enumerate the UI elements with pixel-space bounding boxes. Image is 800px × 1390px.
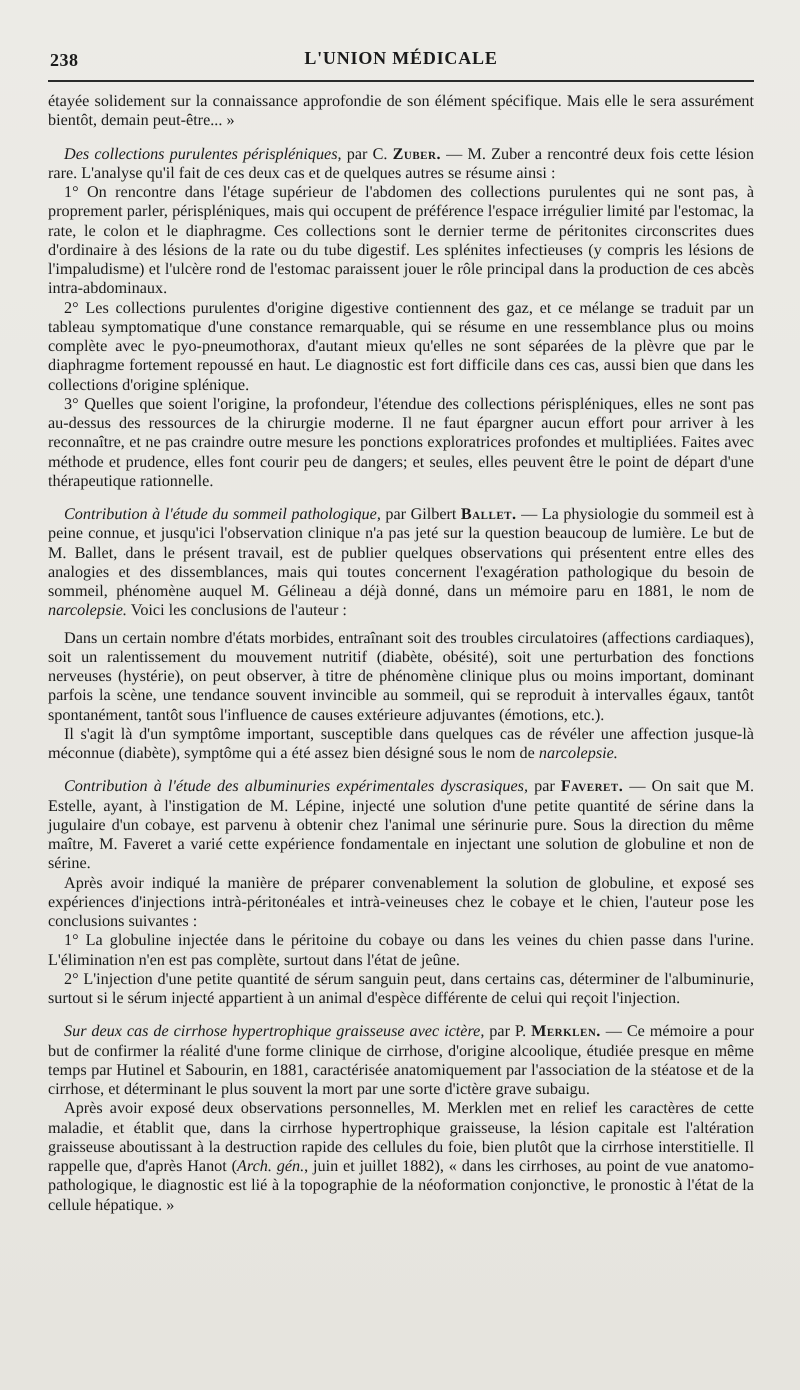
page-number: 238 (50, 50, 79, 70)
section-title: Contribution à l'étude des albuminuries expérimentales dyscrasiques, (64, 777, 529, 796)
section-title: Sur deux cas de cirrhose hypertrophique graisseuse avec ictère, (64, 1022, 485, 1041)
section-merklen: Sur deux cas de cirrhose hypertrophique graisseuse avec ictère, par P. Merklen. — Ce mémoire a pour but de confirmer la réalité d'une forme clinique de cirrhose, d'origine alcoolique, étudiée presque en même temps par Hutinel et Sabourin, en 1881, caractérisée anatomiquement par l'association de la stéatose et de la cirrhose, et déterminant le plus souvent la mort par une sorte d'ictère grave subaigu. (48, 1022, 754, 1098)
section-ballet: Contribution à l'étude du sommeil pathologique, par Gilbert Ballet. — La physiologie du sommeil est à peine connue, et jusqu'ici l'observation clinique n'a pas jeté sur la question beaucoup de lumière. Le but de M. Ballet, dans le présent travail, est de publier quelques observations qui présentent entre elles des analogies et des dissemblances, mais qui toutes concernent l'exagération pathologique du besoin de sommeil, phénomène auquel M. Gélineau a déjà donné, dans un mémoire paru en 1881, le nom de narcolepsie. Voici les conclusions de l'auteur : (48, 505, 754, 620)
section-zuber: Des collections purulentes périspléniques, par C. Zuber. — M. Zuber a rencontré deux fois cette lésion rare. L'analyse qu'il fait de ces deux cas et de quelques autres se résume ainsi : (48, 144, 754, 182)
author-name: Merklen. (531, 1022, 601, 1041)
author-name: Zuber. (392, 144, 441, 163)
section-title: Des collections purulentes périspléniques, (64, 144, 342, 163)
paragraph: Après avoir exposé deux observations personnelles, M. Merklen met en relief les caractères de cette maladie, et établit que, dans la cirrhose hypertrophique graisseuse, la lésion capitale est l'altération graisseuse aboutissant à la destruction rapide des cellules du foie, bien plutôt que la cirrhose interstitielle. Il rappelle que, d'après Hanot (Arch. gén., juin et juillet 1882), « dans les cirrhoses, au point de vue anatomo-pathologique, le diagnostic est lié à la topographie de la néoformation conjonctive, le pronostic à l'état de la cellule hépatique. » (48, 1099, 754, 1214)
author-name: Faveret. (560, 777, 624, 796)
section-faveret: Contribution à l'étude des albuminuries expérimentales dyscrasiques, par Faveret. — On sait que M. Estelle, ayant, à l'instigation de M. Lépine, injecté une solution d'une petite quantité de sérine dans la jugulaire d'un cobaye, est parvenu à obtenir chez l'animal une sérinurie pure. Sous la direction du même maître, M. Faveret a varié cette expérience fondamentale en injectant une solution de globuline et non de sérine. (48, 777, 754, 873)
paragraph: Il s'agit là d'un symptôme important, susceptible dans quelques cas de révéler une affection jusque-là méconnue (diabète), symptôme qui a été assez bien désigné sous le nom de narcolepsie. (48, 724, 754, 762)
paragraph: 3° Quelles que soient l'origine, la profondeur, l'étendue des collections périspléniques, elles ne sont pas au-dessus des ressources de la chirurgie moderne. Il ne faut épargner aucun effort pour arriver à les reconnaître, et ne pas craindre outre mesure les ponctions exploratrices profondes et multipliées. Faites avec méthode et prudence, elles font courir peu de dangers; et seules, elles peuvent être le point de départ d'une thérapeutique rationnelle. (48, 394, 754, 490)
paragraph: 2° L'injection d'une petite quantité de sérum sanguin peut, dans certains cas, déterminer de l'albuminurie, surtout si le sérum injecté appartient à un animal d'espèce différente de celui qui reçoit l'injection. (48, 969, 754, 1007)
body-text (48, 92, 754, 1215)
paragraph: 1° On rencontre dans l'étage supérieur de l'abdomen des collections purulentes qui ne sont pas, à proprement parler, périspléniques, mais qui occupent de préférence l'espace irrégulier limité par l'estomac, la rate, le colon et le diaphragme. Ces collections sont le dernier terme de péritonites circonscrites dues d'ordinaire à des lésions de la rate ou du tube digestif. Les splénites infectieuses (y compris les lésions de l'impaludisme) et l'ulcère rond de l'estomac paraissent jouer le rôle principal dans la production de ces abcès intra-abdominaux. (48, 183, 754, 298)
paragraph: Après avoir indiqué la manière de préparer convenablement la solution de globuline, et exposé ses expériences d'injections intrà-péritonéales et intrà-veineuses chez le cobaye et le chien, l'auteur pose les conclusions suivantes : (48, 873, 754, 930)
paragraph: Dans un certain nombre d'états morbides, entraînant soit des troubles circulatoires (affections cardiaques), soit un ralentissement du mouvement nutritif (diabète, obésité), soit une perturbation des fonctions nerveuses (hystérie), on peut observer, à titre de phénomène clinique plus ou moins important, dominant parfois la scène, une tendance souvent invincible au sommeil, qui se reproduit à intervalles égaux, tantôt spontanément, tantôt sous l'influence de causes extérieure adjuvantes (émotions, etc.). (48, 628, 754, 724)
paragraph: 2° Les collections purulentes d'origine digestive contiennent des gaz, et ce mélange se traduit par un tableau symptomatique d'une constance remarquable, qui se résume en une ressemblance plus ou moins complète avec le pyo-pneumothorax, d'autant mieux qu'elles ne sont séparées de la plèvre que par le diaphragme fortement repoussé en haut. Le diagnostic est fort difficile dans ces cas, aussi bien que dans les collections d'origine splénique. (48, 298, 754, 394)
section-title: Contribution à l'étude du sommeil pathologique, (64, 505, 381, 523)
paragraph-continuation: étayée solidement sur la connaissance approfondie de son élément spécifique. Mais elle le sera assurément bientôt, demain peut-être... » (48, 92, 754, 130)
running-title: L'UNION MÉDICALE (304, 48, 498, 68)
author-name: Ballet. (460, 505, 517, 523)
page-header (48, 40, 754, 82)
paragraph: 1° La globuline injectée dans le péritoine du cobaye ou dans les veines du chien passe dans l'urine. L'élimination n'en est pas complète, surtout dans l'état de jeûne. (48, 931, 754, 969)
